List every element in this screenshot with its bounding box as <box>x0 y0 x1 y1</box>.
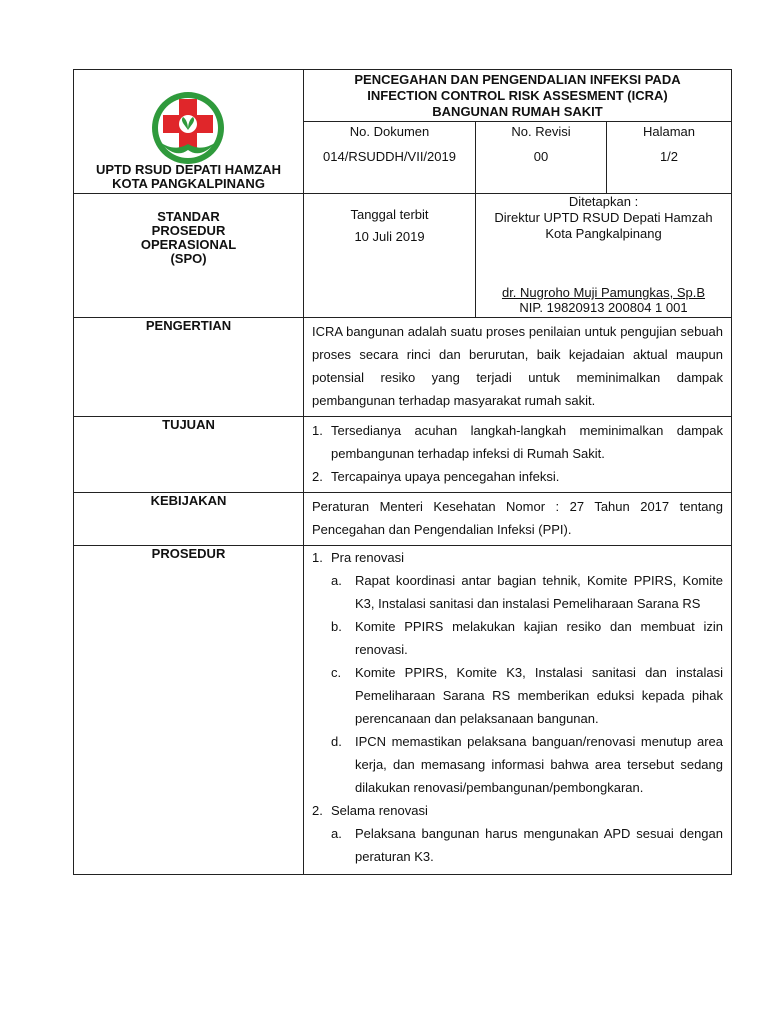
substep-letter: a. <box>331 826 342 841</box>
list-item-text: Tercapainya upaya pencegahan infeksi. <box>331 469 560 484</box>
spo-line4: (SPO) <box>170 251 207 266</box>
spo-document-table <box>73 69 732 875</box>
step-title: Selama renovasi <box>331 803 428 818</box>
document-title-cell <box>304 70 732 122</box>
issue-date-cell <box>304 194 476 318</box>
page-value: 1/2 <box>659 148 679 164</box>
substep-item <box>312 822 723 868</box>
section-label-tujuan: TUJUAN <box>74 417 304 493</box>
substep-list <box>312 822 723 868</box>
title-line1: PENCEGAHAN DAN PENGENDALIAN INFEKSI PADA <box>354 72 681 87</box>
document-title <box>304 70 731 120</box>
substep-text: Komite PPIRS, Komite K3, Instalasi sanitasi dan instalasi Pemeliharaan Sarana RS memberikan eduksi kepada pihak perencanaan dan pelaksanaan bangunan. <box>355 665 723 726</box>
section-body-pengertian <box>304 318 732 417</box>
list-number: 1. <box>312 423 323 438</box>
substep-item <box>312 730 723 799</box>
substep-text: Pelaksana bangunan harus mengunakan APD sesuai dengan peraturan K3. <box>355 826 723 864</box>
issue-date-value: 10 Juli 2019 <box>354 229 425 244</box>
doc-number-cell <box>304 121 476 193</box>
kebijakan-text: Peraturan Menteri Kesehatan Nomor : 27 Tahun 2017 tentang Pencegahan dan Pengendalian Infeksi (PPI). <box>312 499 723 537</box>
signer-block <box>476 285 731 315</box>
section-label-prosedur: PROSEDUR <box>74 546 304 875</box>
spo-line3: OPERASIONAL <box>140 237 237 252</box>
substep-text: Komite PPIRS melakukan kajian resiko dan membuat izin renovasi. <box>355 619 723 657</box>
substep-letter: b. <box>331 619 342 634</box>
hospital-header-cell <box>74 70 304 194</box>
step-number: 1. <box>312 550 323 565</box>
spo-label-cell <box>74 194 304 318</box>
issue-date-label: Tanggal terbit <box>350 207 429 222</box>
substep-letter: d. <box>331 734 342 749</box>
procedure-step <box>312 799 723 868</box>
doc-number-label: No. Dokumen <box>349 123 430 139</box>
issue-date <box>304 194 475 248</box>
title-line2: INFECTION CONTROL RISK ASSESMENT (ICRA) <box>367 88 668 103</box>
approval-line1: Direktur UPTD RSUD Depati Hamzah <box>494 210 713 225</box>
hospital-name-line1: UPTD RSUD DEPATI HAMZAH <box>95 162 282 177</box>
list-item-text: Tersedianya acuhan langkah-langkah meminimalkan dampak pembangunan terhadap infeksi di Rumah Sakit. <box>331 423 723 461</box>
substep-item <box>312 661 723 730</box>
tujuan-list <box>312 419 723 488</box>
section-body-prosedur <box>304 546 732 875</box>
hospital-name <box>74 163 303 191</box>
substep-letter: c. <box>331 665 342 680</box>
substep-letter: a. <box>331 573 342 588</box>
section-body-kebijakan <box>304 493 732 546</box>
hospital-logo-icon <box>150 90 226 166</box>
list-item <box>312 419 723 465</box>
title-line3: BANGUNAN RUMAH SAKIT <box>432 104 603 119</box>
hospital-name-line2: KOTA PANGKALPINANG <box>112 176 265 191</box>
list-number: 2. <box>312 469 323 484</box>
spo-line2: PROSEDUR <box>151 223 226 238</box>
approval-line2: Kota Pangkalpinang <box>545 226 662 241</box>
prosedur-steps <box>312 546 723 868</box>
substep-text: Rapat koordinasi antar bagian tehnik, Komite PPIRS, Komite K3, Instalasi sanitasi dan instalasi Pemeliharaan Sarana RS <box>355 573 723 611</box>
substep-text: IPCN memastikan pelaksana banguan/renovasi menutup area kerja, dan memasang informasi bahwa area tersebut sedang dilakukan renovasi/pembangunan/pembongkaran. <box>355 734 723 795</box>
revision-label: No. Revisi <box>511 123 571 139</box>
revision-cell <box>476 121 607 193</box>
section-label-pengertian: PENGERTIAN <box>74 318 304 417</box>
step-number: 2. <box>312 803 323 818</box>
substep-item <box>312 569 723 615</box>
spo-label <box>74 194 303 266</box>
doc-number-value: 014/RSUDDH/VII/2019 <box>323 148 456 164</box>
signer-nip: NIP. 19820913 200804 1 001 <box>519 300 688 315</box>
approval-label: Ditetapkan : <box>568 194 639 209</box>
page-cell <box>607 121 732 193</box>
signer-name: dr. Nugroho Muji Pamungkas, Sp.B <box>501 285 706 300</box>
procedure-step <box>312 546 723 799</box>
spo-line1: STANDAR <box>157 209 220 224</box>
section-body-tujuan <box>304 417 732 493</box>
pengertian-text: ICRA bangunan adalah suatu proses penilaian untuk pengujian sebuah proses secara rinci dan berurutan, baik kejadaian aktual maupun potensial resiko yang terjadi untuk meminimalkan dampak pembangunan terhadap masyarakat rumah sakit. <box>312 324 723 408</box>
page-label: Halaman <box>642 123 696 139</box>
step-title: Pra renovasi <box>331 550 404 565</box>
substep-list <box>312 569 723 799</box>
substep-item <box>312 615 723 661</box>
revision-value: 00 <box>533 148 549 164</box>
list-item <box>312 465 723 488</box>
approval-cell <box>476 194 732 318</box>
section-label-kebijakan: KEBIJAKAN <box>74 493 304 546</box>
